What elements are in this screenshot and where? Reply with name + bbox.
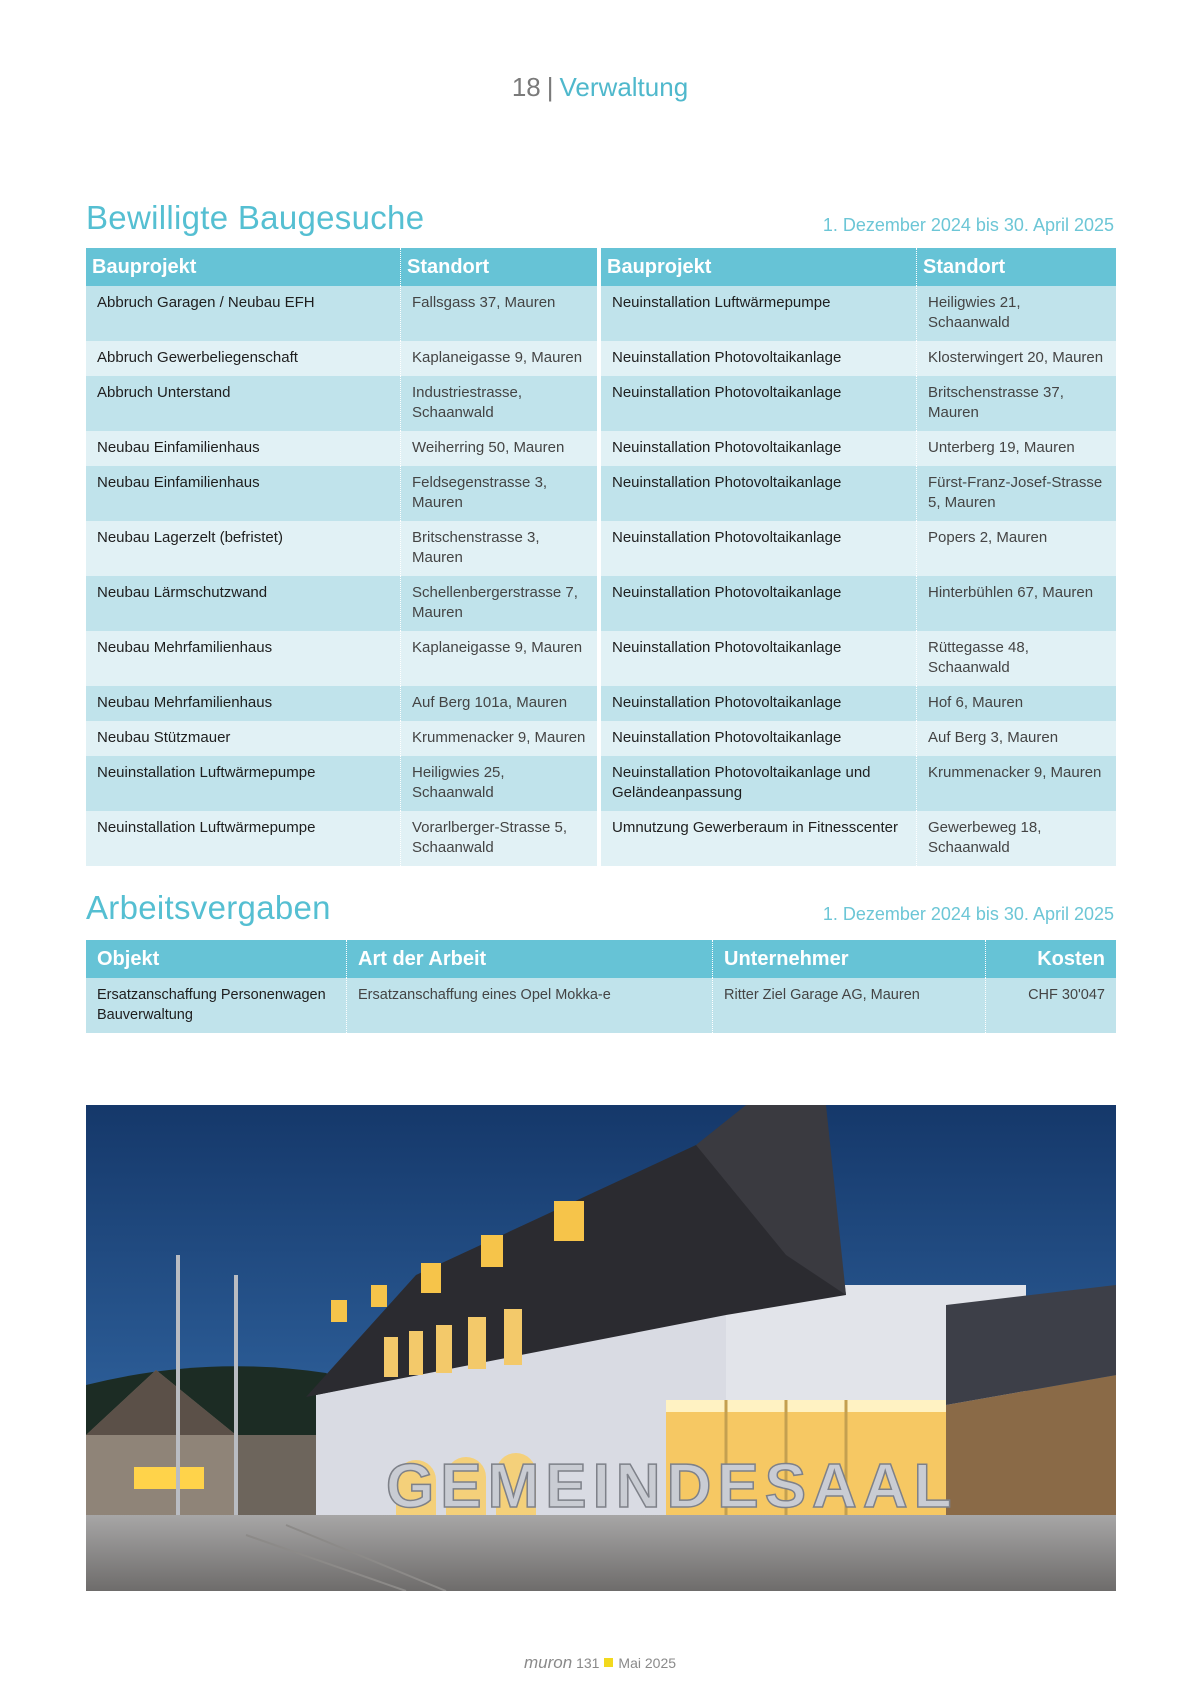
standort-cell: Britschenstrasse 37, Mauren: [916, 376, 1116, 431]
bauprojekt-cell: Neubau Einfamilienhaus: [86, 431, 400, 466]
header-separator: |: [546, 72, 554, 102]
baugesuche-date-range: 1. Dezember 2024 bis 30. April 2025: [822, 215, 1114, 235]
standort-cell: Kaplaneigasse 9, Mauren: [400, 341, 597, 376]
page-number: 18: [511, 72, 541, 102]
standort-cell: Krummenacker 9, Mauren: [400, 721, 597, 756]
bauprojekt-cell: Neuinstallation Photovoltaikanlage: [601, 466, 916, 521]
bauprojekt-cell: Neuinstallation Photovoltaikanlage: [601, 376, 916, 431]
table-row: [86, 376, 1116, 431]
arbeitsvergaben-title: Arbeitsvergaben: [86, 889, 331, 926]
bauprojekt-cell: Neubau Lagerzelt (befristet): [86, 521, 400, 576]
table-row: [86, 631, 1116, 686]
baugesuche-header-row: [86, 248, 1116, 286]
table-row: [86, 431, 1116, 466]
issue-date: Mai 2025: [618, 1655, 677, 1671]
standort-cell: Popers 2, Mauren: [916, 521, 1116, 576]
bauprojekt-cell: Neuinstallation Luftwärmepumpe: [86, 811, 400, 866]
col-header: Bauprojekt: [601, 248, 916, 286]
table-row: [86, 576, 1116, 631]
bauprojekt-cell: Neuinstallation Photovoltaikanlage: [601, 631, 916, 686]
bauprojekt-cell: Neubau Lärmschutzwand: [86, 576, 400, 631]
kosten-cell: CHF 30'047: [985, 978, 1116, 1033]
gemeindesaal-photo: [86, 1105, 1116, 1591]
page-header: [0, 72, 1200, 103]
col-header: Standort: [400, 248, 597, 286]
standort-cell: Industriestrasse, Schaanwald: [400, 376, 597, 431]
arbeitsvergaben-date-range: 1. Dezember 2024 bis 30. April 2025: [822, 904, 1114, 924]
table-row: [86, 978, 1116, 1033]
standort-cell: Unterberg 19, Mauren: [916, 431, 1116, 466]
bauprojekt-cell: Neuinstallation Photovoltaikanlage: [601, 341, 916, 376]
standort-cell: Krummenacker 9, Mauren: [916, 756, 1116, 811]
bauprojekt-cell: Neubau Einfamilienhaus: [86, 466, 400, 521]
bauprojekt-cell: Neuinstallation Photovoltaikanlage: [601, 686, 916, 721]
col-header: Kosten: [985, 940, 1116, 978]
col-header: Art der Arbeit: [346, 940, 712, 978]
standort-cell: Klosterwingert 20, Mauren: [916, 341, 1116, 376]
arbeitsvergaben-table: [86, 940, 1116, 1033]
yellow-square-icon: [604, 1658, 613, 1667]
bauprojekt-cell: Abbruch Garagen / Neubau EFH: [86, 286, 400, 341]
art-der-arbeit-cell: Ersatzanschaffung eines Opel Mokka-e: [346, 978, 712, 1033]
standort-cell: Fallsgass 37, Mauren: [400, 286, 597, 341]
col-header: Objekt: [86, 940, 346, 978]
standort-cell: Hof 6, Mauren: [916, 686, 1116, 721]
table-row: [86, 756, 1116, 811]
bauprojekt-cell: Neuinstallation Luftwärmepumpe: [601, 286, 916, 341]
bauprojekt-cell: Neubau Mehrfamilienhaus: [86, 631, 400, 686]
standort-cell: Britschenstrasse 3, Mauren: [400, 521, 597, 576]
standort-cell: Rüttegasse 48, Schaanwald: [916, 631, 1116, 686]
col-header: Unternehmer: [712, 940, 985, 978]
col-header: Bauprojekt: [86, 248, 400, 286]
bauprojekt-cell: Abbruch Gewerbeliegenschaft: [86, 341, 400, 376]
standort-cell: Feldsegenstrasse 3, Mauren: [400, 466, 597, 521]
standort-cell: Auf Berg 3, Mauren: [916, 721, 1116, 756]
bauprojekt-cell: Neuinstallation Photovoltaikanlage: [601, 521, 916, 576]
bauprojekt-cell: Neuinstallation Photovoltaikanlage: [601, 431, 916, 466]
standort-cell: Fürst-Franz-Josef-Strasse 5, Mauren: [916, 466, 1116, 521]
table-row: [86, 521, 1116, 576]
magazine-brand: muron: [523, 1653, 573, 1672]
standort-cell: Vorarlberger-Strasse 5, Schaanwald: [400, 811, 597, 866]
col-header: Standort: [916, 248, 1116, 286]
bauprojekt-cell: Umnutzung Gewerberaum in Fitnesscenter: [601, 811, 916, 866]
table-row: [86, 466, 1116, 521]
issue-number: 131: [576, 1655, 600, 1671]
standort-cell: Gewerbeweg 18, Schaanwald: [916, 811, 1116, 866]
baugesuche-table: [86, 248, 1116, 866]
bauprojekt-cell: Abbruch Unterstand: [86, 376, 400, 431]
bauprojekt-cell: Neubau Mehrfamilienhaus: [86, 686, 400, 721]
objekt-cell: Ersatzanschaffung Personenwagen Bauverwaltung: [86, 978, 346, 1033]
baugesuche-title: Bewilligte Baugesuche: [86, 199, 425, 236]
bauprojekt-cell: Neuinstallation Photovoltaikanlage und Geländeanpassung: [601, 756, 916, 811]
standort-cell: Kaplaneigasse 9, Mauren: [400, 631, 597, 686]
table-row: [86, 686, 1116, 721]
bauprojekt-cell: Neubau Stützmauer: [86, 721, 400, 756]
bauprojekt-cell: Neuinstallation Photovoltaikanlage: [601, 576, 916, 631]
page-footer: [0, 1653, 1200, 1673]
standort-cell: Heiligwies 21, Schaanwald: [916, 286, 1116, 341]
table-row: [86, 286, 1116, 341]
table-row: [86, 811, 1116, 866]
standort-cell: Weiherring 50, Mauren: [400, 431, 597, 466]
standort-cell: Hinterbühlen 67, Mauren: [916, 576, 1116, 631]
standort-cell: Auf Berg 101a, Mauren: [400, 686, 597, 721]
table-row: [86, 341, 1116, 376]
arbeitsvergaben-header-row: [86, 940, 1116, 978]
gemeindesaal-sign: GEMEINDESAAL: [386, 1452, 958, 1521]
unternehmer-cell: Ritter Ziel Garage AG, Mauren: [712, 978, 985, 1033]
bauprojekt-cell: Neuinstallation Luftwärmepumpe: [86, 756, 400, 811]
bauprojekt-cell: Neuinstallation Photovoltaikanlage: [601, 721, 916, 756]
standort-cell: Heiligwies 25, Schaanwald: [400, 756, 597, 811]
standort-cell: Schellenbergerstrasse 7, Mauren: [400, 576, 597, 631]
table-row: [86, 721, 1116, 756]
section-title: Verwaltung: [559, 72, 689, 102]
